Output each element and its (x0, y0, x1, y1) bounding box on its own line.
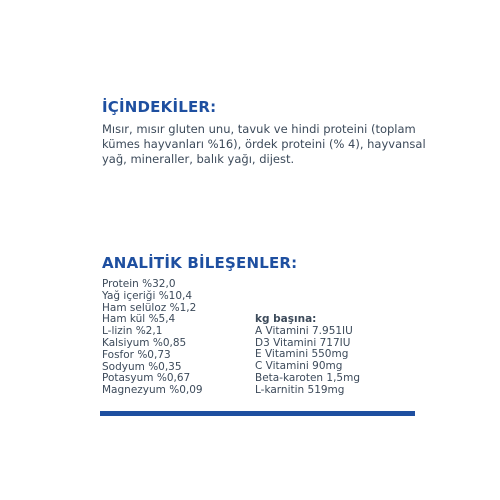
list-item: D3 Vitamini 717IU (255, 336, 351, 349)
list-item: Magnezyum %0,09 (102, 384, 203, 397)
list-item: Ham kül %5,4 (102, 313, 176, 326)
analytical-constituents-list (102, 279, 203, 397)
list-item: Fosfor %0,73 (102, 348, 171, 361)
additives-per-kg-list (255, 326, 360, 397)
list-item: E Vitamini 550mg (255, 348, 349, 361)
list-item: Beta-karoten 1,5mg (255, 371, 361, 384)
list-item: L-karnitin 519mg (255, 383, 345, 396)
list-item: A Vitamini 7.951IU (255, 324, 353, 337)
bottom-divider-bar (100, 411, 415, 416)
list-item: L-lizin %2,1 (102, 325, 163, 338)
list-item: Ham selüloz %1,2 (102, 301, 197, 314)
list-item: C Vitamini 90mg (255, 360, 343, 373)
list-item: Sodyum %0,35 (102, 360, 182, 373)
list-item: Kalsiyum %0,85 (102, 336, 187, 349)
analytical-constituents-heading: ANALİTİK BİLEŞENLER: (102, 254, 298, 272)
ingredients-heading: İÇİNDEKİLER: (102, 98, 217, 116)
list-item: Protein %32,0 (102, 278, 176, 290)
list-item: Yağ içeriği %10,4 (102, 289, 193, 302)
ingredients-text: Mısır, mısır gluten unu, tavuk ve hindi proteini (toplam kümes hayvanları %16), ördek proteini (% 4), hayvansal yağ, mineraller, balık yağı, dijest. (102, 122, 426, 166)
list-item: Potasyum %0,67 (102, 372, 191, 385)
per-kg-heading: kg başına: (255, 313, 317, 325)
